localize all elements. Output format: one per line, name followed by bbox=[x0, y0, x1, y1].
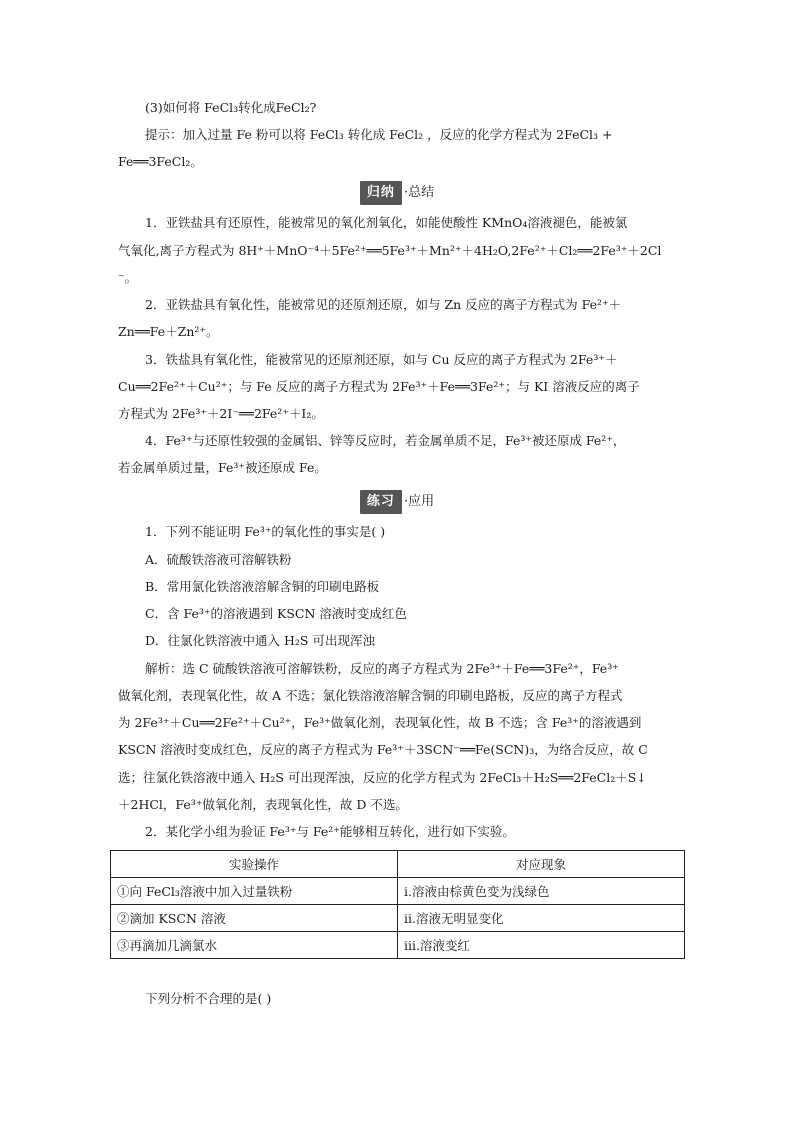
summary-badge: 归纳 bbox=[360, 181, 402, 205]
q1-option-d: D．往氯化铁溶液中通入 H₂S 可出现浑浊 bbox=[145, 633, 375, 648]
experiment-table bbox=[110, 850, 685, 959]
practice-badge-subtitle: ·应用 bbox=[403, 494, 435, 509]
table-row bbox=[111, 905, 685, 932]
q1-analysis-line6: ＋2HCl，Fe³⁺做氧化剂，表现氧化性，故 D 不选。 bbox=[118, 797, 408, 812]
q3-question: (3)如何将 FeCl₃转化成FeCl₂? bbox=[145, 100, 317, 115]
q1-option-c: C．含 Fe³⁺的溶液遇到 KSCN 溶液时变成红色 bbox=[145, 606, 407, 621]
q1-analysis-line2: 做氧化剂，表现氧化性，故 A 不选；氯化铁溶液溶解含铜的印刷电路板，反应的离子方程式 bbox=[118, 688, 623, 703]
q1-analysis-line4: KSCN 溶液时变成红色，反应的离子方程式为 Fe³⁺＋3SCN⁻══Fe(SCN)₃，为络合反应，故 C bbox=[118, 742, 648, 757]
practice-badge: 练习 bbox=[360, 490, 402, 514]
q3-hint-line2: Fe══3FeCl₂。 bbox=[118, 154, 203, 169]
table-header-phenomenon: 对应现象 bbox=[398, 851, 685, 878]
table-cell: ⅱ.溶液无明显变化 bbox=[398, 905, 685, 932]
table-row bbox=[111, 878, 685, 905]
q1-stem: 1．下列不能证明 Fe³⁺的氧化性的事实是( ) bbox=[145, 524, 386, 539]
summary-p1-line2: 气氧化,离子方程式为 8H⁺＋MnO⁻⁴＋5Fe²⁺══5Fe³⁺＋Mn²⁺＋4H₂O,2Fe²⁺＋Cl₂══2Fe³⁺＋2Cl bbox=[118, 243, 662, 258]
q2-stem: 2．某化学小组为验证 Fe³⁺与 Fe²⁺能够相互转化，进行如下实验。 bbox=[145, 824, 515, 839]
summary-p2-line2: Zn══Fe＋Zn²⁺。 bbox=[118, 324, 219, 339]
q1-analysis-line3: 为 2Fe³⁺＋Cu══2Fe²⁺＋Cu²⁺，Fe³⁺做氧化剂，表现氧化性，故 B 不选；含 Fe³⁺的溶液遇到 bbox=[118, 715, 642, 730]
q1-option-b: B．常用氯化铁溶液溶解含铜的印刷电路板 bbox=[145, 579, 380, 594]
q1-analysis-line1: 解析：选 C 硫酸铁溶液可溶解铁粉，反应的离子方程式为 2Fe³⁺＋Fe══3Fe²⁺，Fe³⁺ bbox=[145, 661, 619, 676]
practice-section-header bbox=[0, 490, 794, 514]
summary-p2-line1: 2．亚铁盐具有氧化性，能被常见的还原剂还原，如与 Zn 反应的离子方程式为 Fe²⁺＋ bbox=[145, 297, 622, 312]
table-cell: ⅰ.溶液由棕黄色变为浅绿色 bbox=[398, 878, 685, 905]
summary-p4-line2: 若金属单质过量，Fe³⁺被还原成 Fe。 bbox=[118, 460, 327, 475]
summary-p4-line1: 4．Fe³⁺与还原性较强的金属铝、锌等反应时，若金属单质不足，Fe³⁺被还原成 Fe²⁺， bbox=[145, 433, 626, 448]
summary-badge-subtitle: ·总结 bbox=[403, 185, 435, 200]
table-cell: ①向 FeCl₃溶液中加入过量铁粉 bbox=[111, 878, 398, 905]
table-row bbox=[111, 932, 685, 959]
q2-question: 下列分析不合理的是( ) bbox=[145, 991, 272, 1006]
summary-p3-line2: Cu══2Fe²⁺＋Cu²⁺；与 Fe 反应的离子方程式为 2Fe³⁺＋Fe══3Fe²⁺；与 KI 溶液反应的离子 bbox=[118, 379, 640, 394]
q1-option-a: A．硫酸铁溶液可溶解铁粉 bbox=[145, 552, 292, 567]
table-cell: ②滴加 KSCN 溶液 bbox=[111, 905, 398, 932]
q3-hint-line1: 提示：加入过量 Fe 粉可以将 FeCl₃ 转化成 FeCl₂ ，反应的化学方程式为 2FeCl₃ + bbox=[145, 127, 613, 142]
table-header-row bbox=[111, 851, 685, 878]
table-header-operation: 实验操作 bbox=[111, 851, 398, 878]
table-cell: ⅲ.溶液变红 bbox=[398, 932, 685, 959]
summary-p1-line3: ⁻。 bbox=[118, 270, 138, 285]
q1-analysis-line5: 选；往氯化铁溶液中通入 H₂S 可出现浑浊，反应的化学方程式为 2FeCl₃＋H₂S══2FeCl₂＋S↓ bbox=[118, 770, 647, 785]
summary-p3-line1: 3．铁盐具有氧化性，能被常见的还原剂还原，如与 Cu 反应的离子方程式为 2Fe³⁺＋ bbox=[145, 352, 618, 367]
summary-p3-line3: 方程式为 2Fe³⁺＋2I⁻══2Fe²⁺＋I₂。 bbox=[118, 406, 324, 421]
table-cell: ③再滴加几滴氯水 bbox=[111, 932, 398, 959]
summary-p1-line1: 1．亚铁盐具有还原性，能被常见的氧化剂氧化，如能使酸性 KMnO₄溶液褪色，能被氯 bbox=[145, 215, 628, 230]
summary-section-header bbox=[0, 181, 794, 205]
